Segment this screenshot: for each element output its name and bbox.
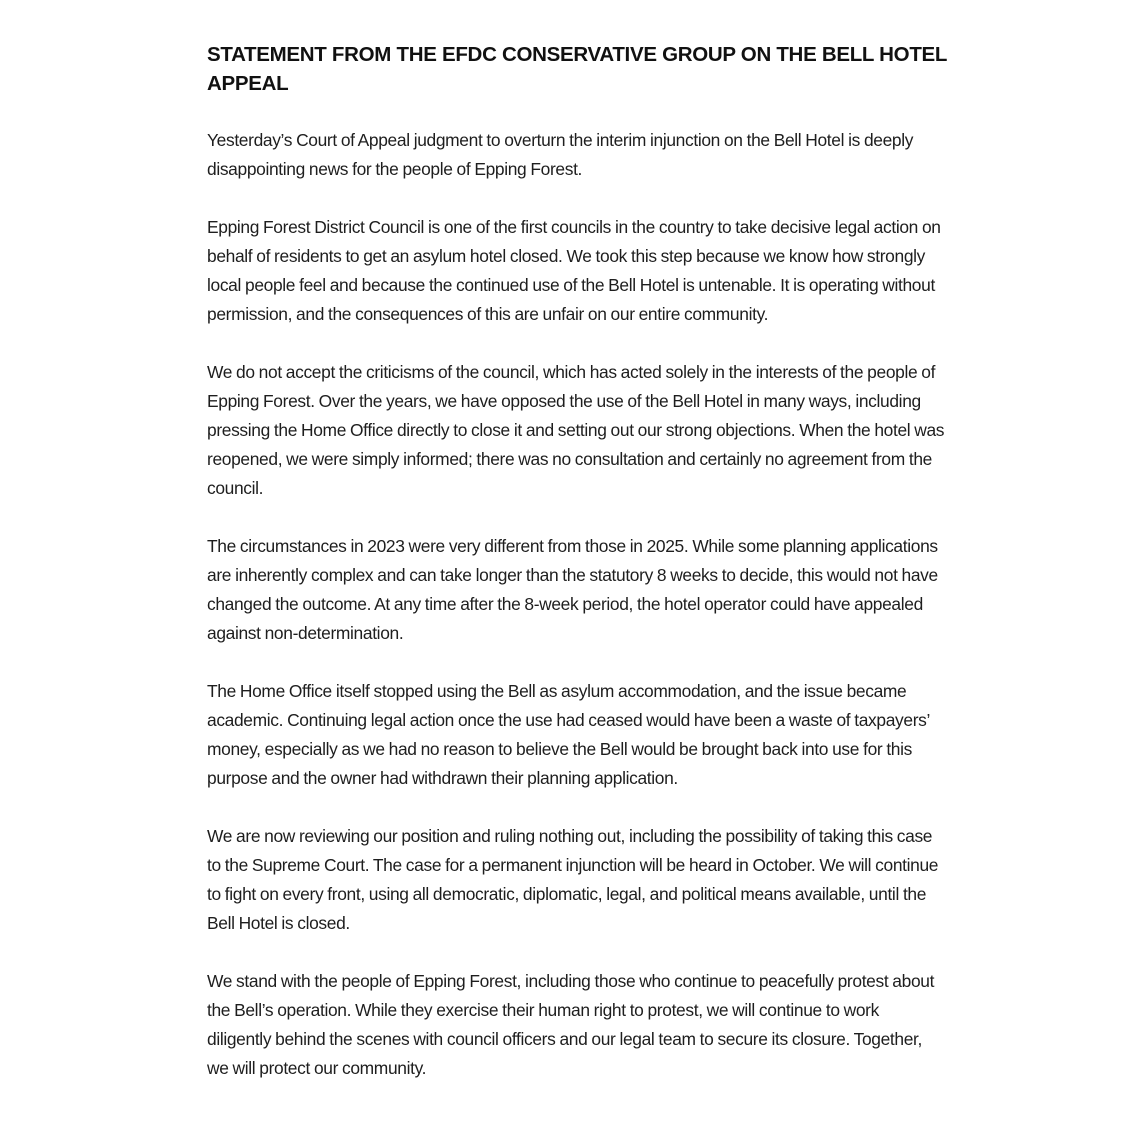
paragraph-legal-action: Epping Forest District Council is one of the first councils in the country to take decisive legal action on behalf of residents to get an asylum hotel closed. We took this step because we know how strongly local people feel and because the continued use of the Bell Hotel is untenable. It is operating without permission, and the consequences of this are unfair on our entire community.: [207, 217, 941, 324]
statement-document: [207, 40, 947, 1112]
paragraph-stand-with-people: We stand with the people of Epping Forest, including those who continue to peacefully protest about the Bell’s operation. While they exercise their human right to protest, we will continue to work diligently behind the scenes with council officers and our legal team to secure its closure. Together, we will protect our community.: [207, 971, 935, 1078]
statement-title: STATEMENT FROM THE EFDC CONSERVATIVE GROUP ON THE BELL HOTEL APPEAL: [207, 43, 947, 95]
paragraph-circumstances: The circumstances in 2023 were very different from those in 2025. While some planning applications are inherently complex and can take longer than the statutory 8 weeks to decide, this would not have changed the outcome. At any time after the 8-week period, the hotel operator could have appealed against non-determination.: [207, 536, 938, 643]
paragraph-reviewing-position: We are now reviewing our position and ruling nothing out, including the possibility of taking this case to the Supreme Court. The case for a permanent injunction will be heard in October. We will continue to fight on every front, using all democratic, diplomatic, legal, and political means available, until the Bell Hotel is closed.: [207, 826, 939, 933]
paragraph-court-judgment: Yesterday’s Court of Appeal judgment to overturn the interim injunction on the Bell Hotel is deeply disappointing news for the people of Epping Forest.: [207, 130, 914, 179]
paragraph-home-office: The Home Office itself stopped using the Bell as asylum accommodation, and the issue became academic. Continuing legal action once the use had ceased would have been a waste of taxpayers’ money, especially as we had no reason to believe the Bell would be brought back into use for this purpose and the owner had withdrawn their planning application.: [207, 681, 930, 788]
paragraph-criticisms: We do not accept the criticisms of the council, which has acted solely in the interests of the people of Epping Forest. Over the years, we have opposed the use of the Bell Hotel in many ways, including pressing the Home Office directly to close it and setting out our strong objections. When the hotel was reopened, we were simply informed; there was no consultation and certainly no agreement from the council.: [207, 362, 945, 498]
